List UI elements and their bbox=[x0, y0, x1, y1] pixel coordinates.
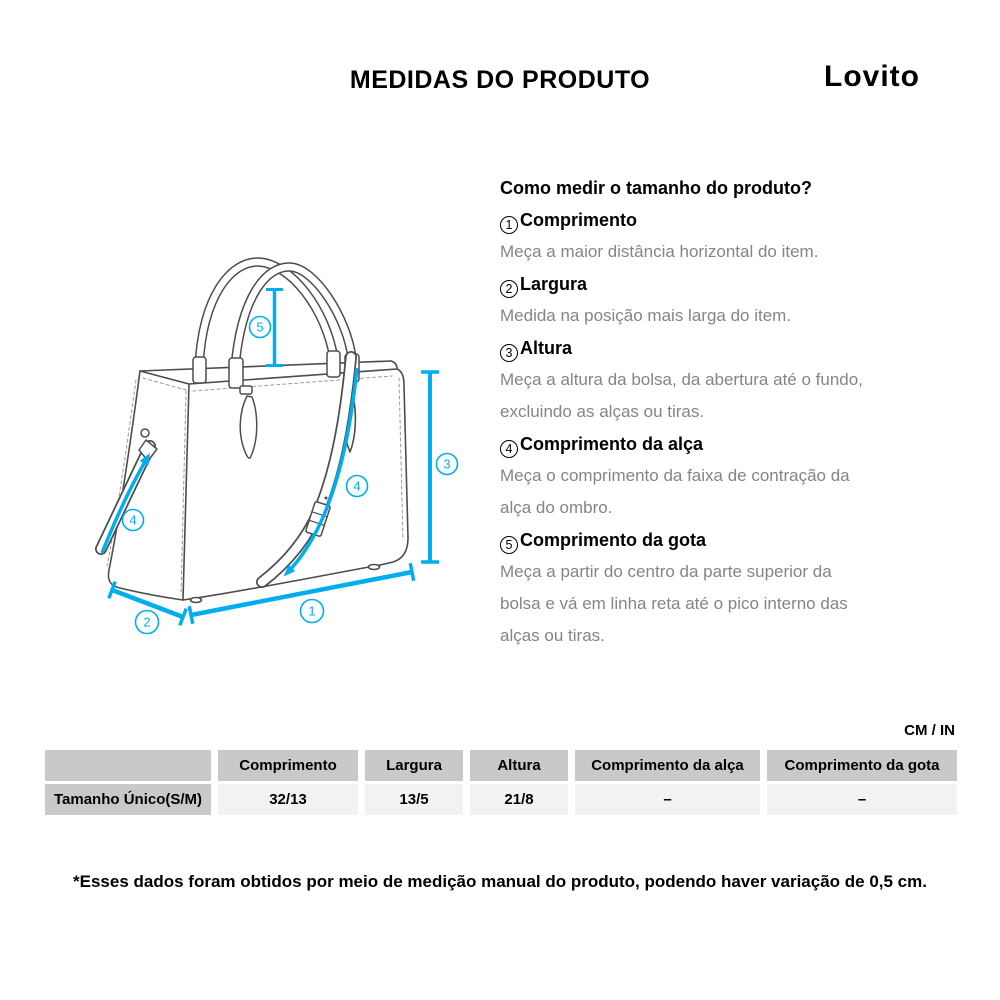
instruction-line: alça do ombro. bbox=[500, 498, 613, 517]
circled-number-3: 3 bbox=[500, 344, 518, 362]
circled-number-2: 2 bbox=[500, 280, 518, 298]
annotation-badge-5 bbox=[250, 317, 271, 338]
size-table bbox=[45, 750, 957, 815]
brand-logo: Lovito bbox=[824, 60, 920, 93]
circled-number-4: 4 bbox=[500, 440, 518, 458]
column-header-comprimento: Comprimento bbox=[218, 750, 358, 781]
column-header-alca: Comprimento da alça bbox=[575, 750, 760, 781]
annotation-badge-4-left bbox=[123, 510, 144, 531]
size-label-cell: Tamanho Único(S/M) bbox=[45, 784, 211, 815]
instruction-line: Meça a partir do centro da parte superior da bbox=[500, 562, 832, 581]
circled-number-5: 5 bbox=[500, 536, 518, 554]
instructions-heading: Como medir o tamanho do produto? bbox=[500, 178, 812, 198]
circled-number-1: 1 bbox=[500, 216, 518, 234]
units-label: CM / IN bbox=[904, 722, 955, 739]
column-header-altura: Altura bbox=[470, 750, 568, 781]
instruction-item bbox=[500, 428, 955, 524]
bag-measurement-diagram bbox=[60, 240, 470, 650]
value-cell-comprimento: 32/13 bbox=[218, 784, 358, 815]
instruction-item bbox=[500, 332, 955, 428]
instruction-line: Meça o comprimento da faixa de contração da bbox=[500, 466, 850, 485]
instruction-line: excluindo as alças ou tiras. bbox=[500, 402, 705, 421]
footnote: *Esses dados foram obtidos por meio de medição manual do produto, podendo haver variação de 0,5 cm. bbox=[73, 872, 927, 891]
svg-text:1: 1 bbox=[308, 603, 316, 619]
svg-text:2: 2 bbox=[143, 614, 151, 630]
instruction-label: Largura bbox=[520, 274, 588, 294]
svg-text:5: 5 bbox=[256, 319, 264, 335]
value-cell-largura: 13/5 bbox=[365, 784, 463, 815]
instruction-item bbox=[500, 524, 955, 652]
annotation-badge-2 bbox=[136, 611, 159, 634]
value-cell-alca: – bbox=[575, 784, 760, 815]
annotation-badge-1 bbox=[301, 600, 324, 623]
value-cell-altura: 21/8 bbox=[470, 784, 568, 815]
annotation-badge-3 bbox=[437, 454, 458, 475]
instruction-line: Meça a altura da bolsa, da abertura até o fundo, bbox=[500, 370, 863, 389]
instruction-label: Comprimento bbox=[520, 210, 637, 230]
leaf-charm bbox=[240, 386, 257, 458]
instruction-line: alças ou tiras. bbox=[500, 626, 605, 645]
instruction-line: Medida na posição mais larga do item. bbox=[500, 306, 792, 325]
instruction-label: Comprimento da gota bbox=[520, 530, 707, 550]
instruction-line: bolsa e vá em linha reta até o pico interno das bbox=[500, 594, 848, 613]
value-cell-gota: – bbox=[767, 784, 957, 815]
annotation-badge-4-right bbox=[347, 476, 368, 497]
instruction-label: Comprimento da alça bbox=[520, 434, 704, 454]
instruction-item bbox=[500, 204, 955, 268]
column-header-gota: Comprimento da gota bbox=[767, 750, 957, 781]
instruction-line: Meça a maior distância horizontal do item. bbox=[500, 242, 819, 261]
svg-text:3: 3 bbox=[443, 456, 451, 472]
svg-text:4: 4 bbox=[353, 478, 361, 494]
svg-text:4: 4 bbox=[129, 512, 137, 528]
column-header-largura: Largura bbox=[365, 750, 463, 781]
column-header-empty bbox=[45, 750, 211, 781]
instruction-item bbox=[500, 268, 955, 332]
bag-outline bbox=[107, 262, 408, 603]
instruction-label: Altura bbox=[520, 338, 573, 358]
instructions-panel bbox=[500, 172, 955, 652]
page-title: MEDIDAS DO PRODUTO bbox=[349, 66, 651, 94]
